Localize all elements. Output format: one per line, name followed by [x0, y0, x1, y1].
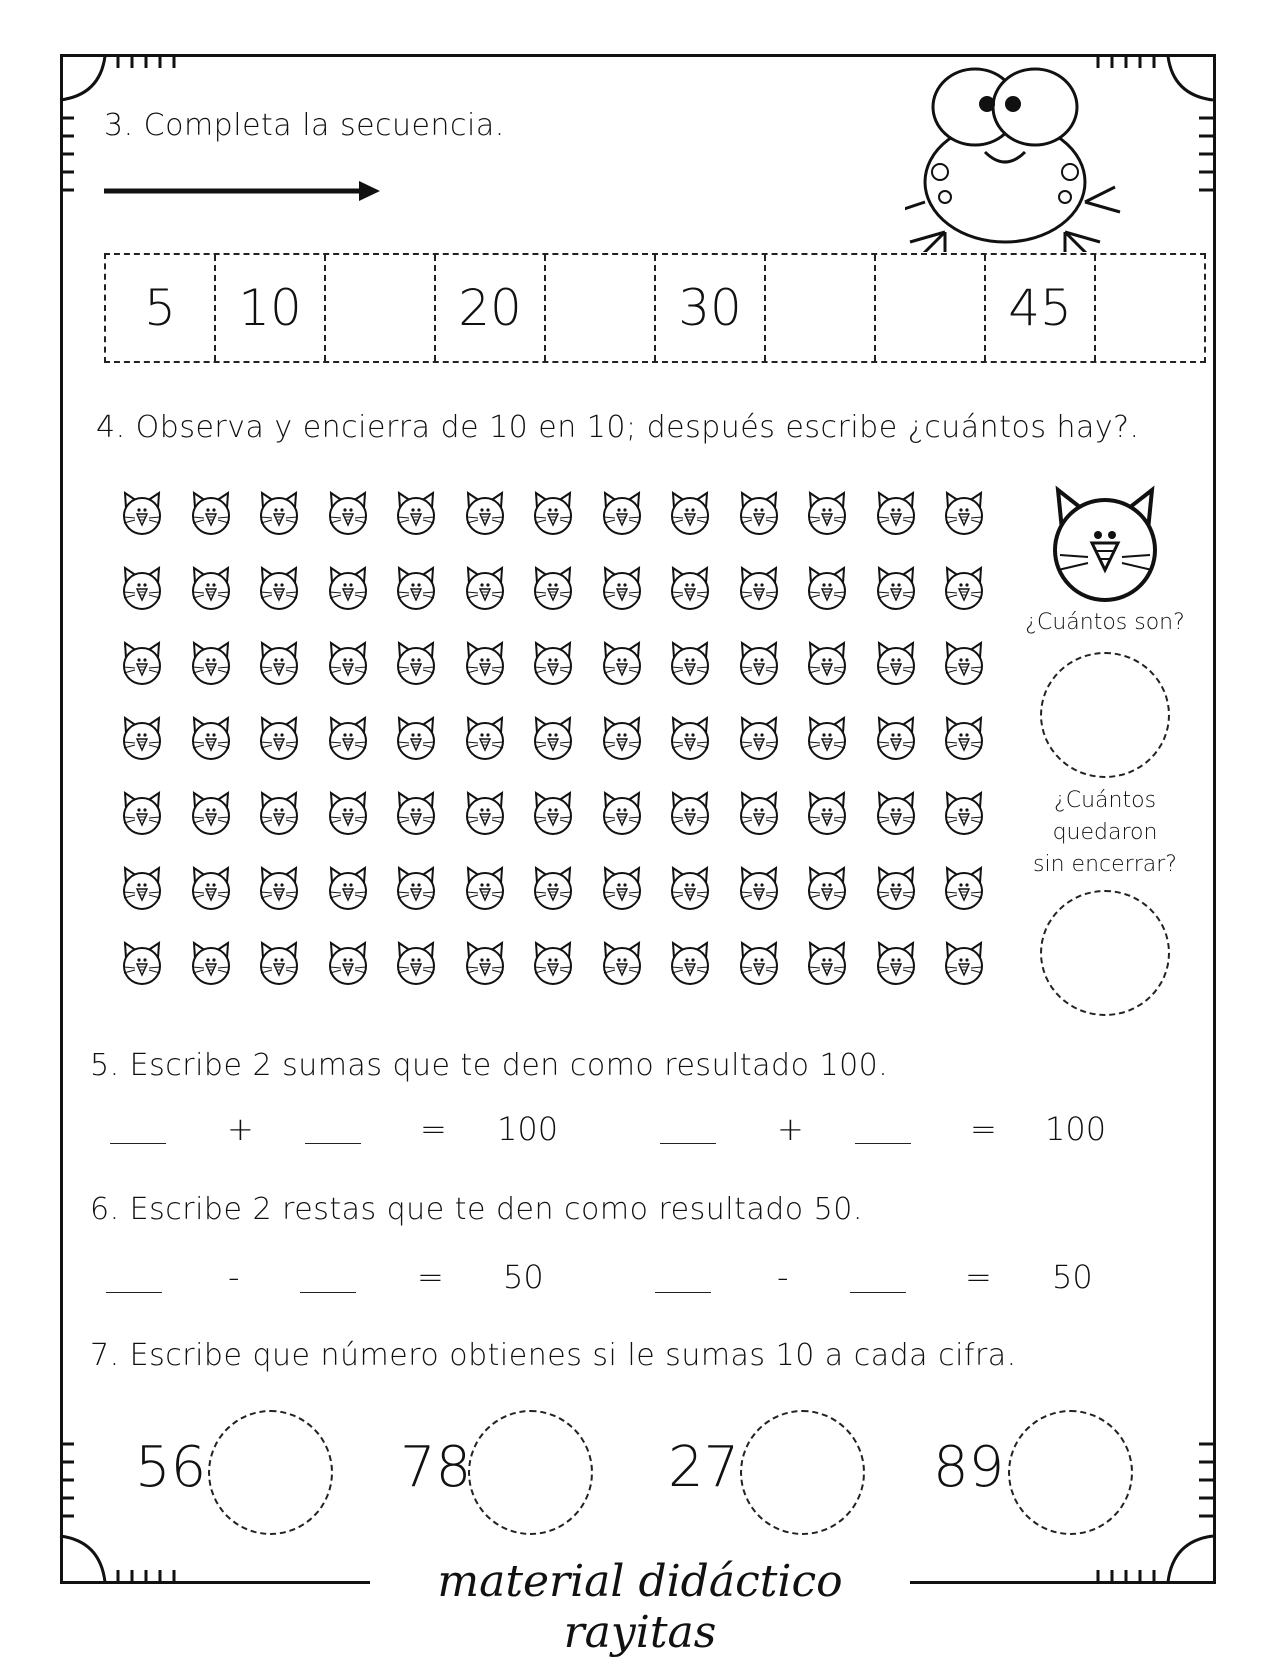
cat-icon[interactable]	[392, 715, 461, 790]
cat-icon[interactable]	[735, 565, 804, 640]
cat-icon[interactable]	[118, 715, 187, 790]
result-value: 50	[503, 1258, 544, 1296]
cat-icon[interactable]	[598, 865, 667, 940]
cat-icon[interactable]	[598, 790, 667, 865]
frog-icon	[905, 62, 1175, 252]
cat-icon[interactable]	[735, 865, 804, 940]
cat-icon[interactable]	[940, 940, 1009, 1015]
section7-title: 7. Escribe que número obtienes si le sumas 10 a cada cifra.	[90, 1338, 1017, 1373]
cat-icon[interactable]	[666, 715, 735, 790]
cat-grid	[118, 490, 1009, 1015]
cat-icon[interactable]	[255, 490, 324, 565]
cat-icon[interactable]	[461, 865, 530, 940]
cat-icon[interactable]	[666, 940, 735, 1015]
answer-circle-remaining[interactable]	[1040, 890, 1170, 1016]
cat-icon[interactable]	[872, 865, 941, 940]
cat-icon[interactable]	[803, 565, 872, 640]
plus-sign: +	[227, 1110, 254, 1148]
cat-icon[interactable]	[598, 715, 667, 790]
addend-blank[interactable]	[660, 1143, 716, 1144]
equals-sign: =	[970, 1110, 997, 1148]
cat-icon[interactable]	[735, 715, 804, 790]
answer-circle[interactable]	[468, 1410, 593, 1535]
cat-icon[interactable]	[255, 940, 324, 1015]
how-many-label: ¿Cuántos son?	[1025, 610, 1185, 635]
cat-icon[interactable]	[872, 490, 941, 565]
cat-icon[interactable]	[735, 640, 804, 715]
cat-icon[interactable]	[666, 865, 735, 940]
sequence-cell: 20	[436, 255, 546, 361]
sequence-cell: 30	[656, 255, 766, 361]
cat-icon[interactable]	[529, 865, 598, 940]
result-value: 50	[1052, 1258, 1093, 1296]
cat-icon[interactable]	[255, 865, 324, 940]
cat-icon[interactable]	[598, 565, 667, 640]
cat-icon[interactable]	[940, 790, 1009, 865]
minus-sign: -	[228, 1258, 240, 1296]
answer-circle[interactable]	[740, 1410, 865, 1535]
cat-icon[interactable]	[940, 565, 1009, 640]
cat-icon[interactable]	[529, 490, 598, 565]
cat-icon[interactable]	[392, 565, 461, 640]
cat-icon[interactable]	[803, 490, 872, 565]
answer-circle[interactable]	[1008, 1410, 1133, 1535]
cat-icon[interactable]	[529, 565, 598, 640]
cat-icon[interactable]	[872, 640, 941, 715]
cat-icon[interactable]	[324, 565, 393, 640]
cat-icon[interactable]	[187, 640, 256, 715]
cat-icon[interactable]	[940, 865, 1009, 940]
section4-title: 4. Observa y encierra de 10 en 10; después escribe ¿cuántos hay?.	[96, 410, 1140, 445]
sequence-cell[interactable]	[326, 255, 436, 361]
cat-icon[interactable]	[666, 640, 735, 715]
cat-icon[interactable]	[255, 790, 324, 865]
subtrahend-blank[interactable]	[850, 1292, 906, 1293]
answer-circle-total[interactable]	[1040, 652, 1170, 778]
cat-icon[interactable]	[324, 715, 393, 790]
answer-circle[interactable]	[208, 1410, 333, 1535]
cat-icon[interactable]	[666, 565, 735, 640]
cat-icon[interactable]	[187, 790, 256, 865]
cat-icon[interactable]	[940, 640, 1009, 715]
cat-icon[interactable]	[461, 940, 530, 1015]
cat-icon[interactable]	[803, 715, 872, 790]
cat-icon[interactable]	[666, 790, 735, 865]
cat-icon[interactable]	[461, 715, 530, 790]
minuend-blank[interactable]	[655, 1292, 711, 1293]
cat-icon[interactable]	[803, 640, 872, 715]
cat-icon[interactable]	[392, 640, 461, 715]
cat-icon[interactable]	[187, 565, 256, 640]
cat-icon[interactable]	[529, 640, 598, 715]
cat-icon[interactable]	[118, 490, 187, 565]
addend-blank[interactable]	[110, 1143, 166, 1144]
cat-icon[interactable]	[118, 640, 187, 715]
cat-icon[interactable]	[872, 715, 941, 790]
cat-icon[interactable]	[529, 715, 598, 790]
cat-icon[interactable]	[392, 790, 461, 865]
cat-icon[interactable]	[187, 940, 256, 1015]
given-number: 27	[668, 1435, 740, 1500]
given-number: 56	[135, 1435, 207, 1500]
section6-title: 6. Escribe 2 restas que te den como resultado 50.	[90, 1192, 863, 1227]
cat-icon[interactable]	[735, 940, 804, 1015]
cat-icon[interactable]	[392, 865, 461, 940]
cat-icon[interactable]	[392, 490, 461, 565]
footer-credit: material didáctico rayitas	[370, 1556, 910, 1658]
cat-icon[interactable]	[187, 490, 256, 565]
remaining-label-2: quedaron	[1052, 820, 1158, 845]
sequence-cell: 45	[986, 255, 1096, 361]
section3-title: 3. Completa la secuencia.	[104, 108, 505, 143]
cat-icon[interactable]	[324, 940, 393, 1015]
arrow-right-icon	[104, 178, 384, 204]
cat-icon[interactable]	[735, 490, 804, 565]
remaining-label-1: ¿Cuántos	[1053, 788, 1157, 813]
addend-blank[interactable]	[305, 1143, 361, 1144]
cat-icon[interactable]	[872, 940, 941, 1015]
cat-icon[interactable]	[735, 790, 804, 865]
cat-icon[interactable]	[324, 640, 393, 715]
cat-icon[interactable]	[255, 640, 324, 715]
cat-icon[interactable]	[118, 565, 187, 640]
remaining-label-3: sin encerrar?	[1033, 852, 1177, 877]
cat-icon[interactable]	[118, 865, 187, 940]
equals-sign: =	[420, 1110, 447, 1148]
cat-icon[interactable]	[118, 790, 187, 865]
equals-sign: =	[965, 1258, 992, 1296]
subtrahend-blank[interactable]	[300, 1292, 356, 1293]
cat-icon[interactable]	[461, 565, 530, 640]
equals-sign: =	[417, 1258, 444, 1296]
sequence-boxes	[104, 253, 1206, 363]
result-value: 100	[497, 1110, 559, 1148]
cat-icon[interactable]	[529, 940, 598, 1015]
cat-icon[interactable]	[529, 790, 598, 865]
sequence-cell[interactable]	[766, 255, 876, 361]
cat-icon[interactable]	[803, 790, 872, 865]
sequence-cell[interactable]	[1096, 255, 1204, 361]
cat-icon[interactable]	[598, 940, 667, 1015]
given-number: 89	[933, 1435, 1005, 1500]
cat-icon[interactable]	[461, 640, 530, 715]
cat-icon[interactable]	[324, 790, 393, 865]
cat-icon	[1040, 485, 1170, 605]
cat-icon[interactable]	[255, 565, 324, 640]
cat-icon[interactable]	[940, 715, 1009, 790]
plus-sign: +	[777, 1110, 804, 1148]
cat-icon[interactable]	[324, 490, 393, 565]
cat-icon[interactable]	[392, 940, 461, 1015]
cat-icon[interactable]	[598, 490, 667, 565]
cat-icon[interactable]	[803, 940, 872, 1015]
cat-icon[interactable]	[872, 790, 941, 865]
cat-icon[interactable]	[803, 865, 872, 940]
sequence-cell: 5	[106, 255, 216, 361]
cat-icon[interactable]	[666, 490, 735, 565]
cat-icon[interactable]	[118, 940, 187, 1015]
cat-icon[interactable]	[255, 715, 324, 790]
cat-icon[interactable]	[324, 865, 393, 940]
minus-sign: -	[777, 1258, 789, 1296]
cat-icon[interactable]	[187, 865, 256, 940]
given-number: 78	[400, 1435, 472, 1500]
result-value: 100	[1045, 1110, 1107, 1148]
minuend-blank[interactable]	[106, 1292, 162, 1293]
sequence-cell[interactable]	[546, 255, 656, 361]
cat-icon[interactable]	[598, 640, 667, 715]
sequence-cell[interactable]	[876, 255, 986, 361]
cat-icon[interactable]	[461, 490, 530, 565]
cat-icon[interactable]	[461, 790, 530, 865]
section5-title: 5. Escribe 2 sumas que te den como resultado 100.	[90, 1048, 889, 1083]
cat-icon[interactable]	[940, 490, 1009, 565]
addend-blank[interactable]	[855, 1143, 911, 1144]
sequence-cell: 10	[216, 255, 326, 361]
cat-icon[interactable]	[187, 715, 256, 790]
cat-icon[interactable]	[872, 565, 941, 640]
